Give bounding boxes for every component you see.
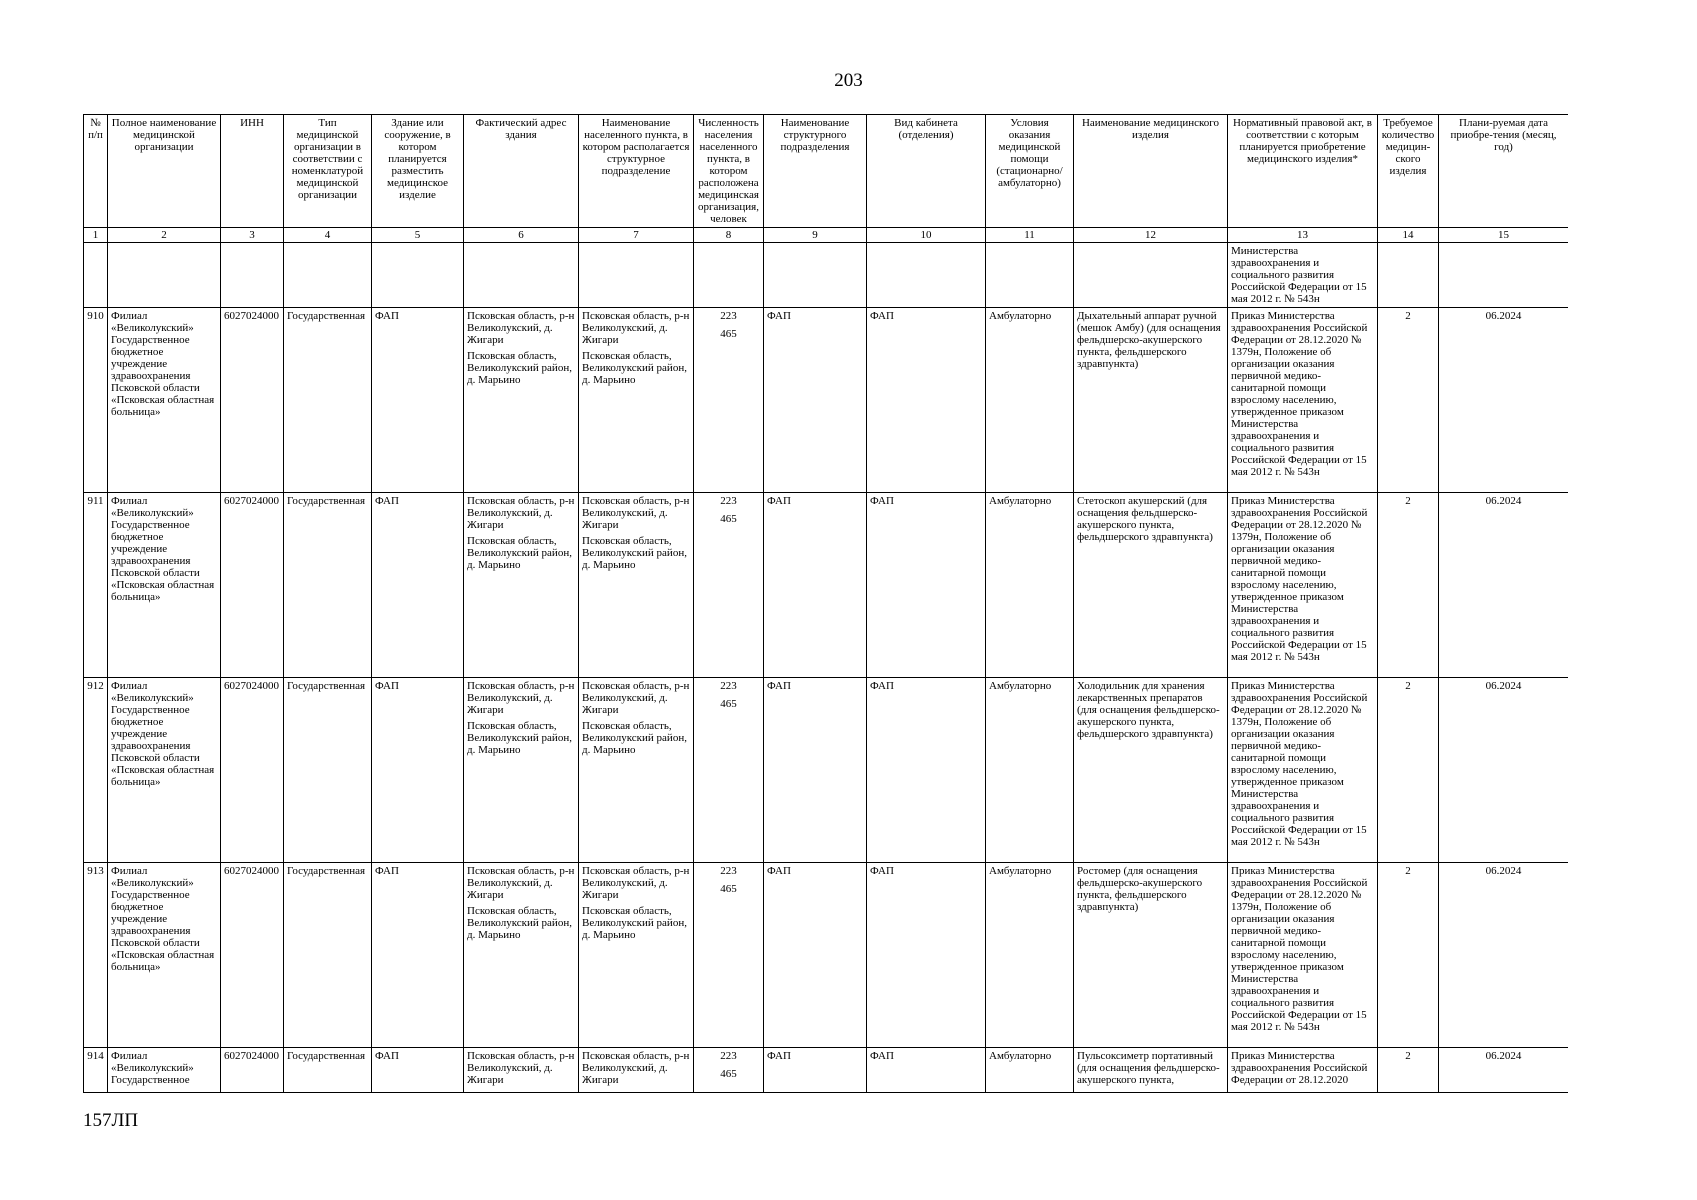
date-cell: 06.2024 [1439,308,1569,493]
unit-cell: ФАП [764,308,867,493]
unit-cell: ФАП [764,678,867,863]
population-value: 223 [720,1050,737,1062]
header-cell: Условия оказания медицинской помощи (стационарно/ амбулаторно) [986,115,1074,228]
table-container [83,114,1568,1097]
date-cell: 06.2024 [1439,1048,1569,1093]
device-cell: Ростомер (для оснащения фельдшерско-акушерского пункта, фельдшерского здравпункта) [1074,863,1228,1048]
column-number: 10 [867,228,986,243]
quantity-cell: 2 [1378,678,1439,863]
device-cell: Пульсоксиметр портативный (для оснащения фельдшерско-акушерского пункта, [1074,1048,1228,1093]
org-name: Филиал «Великолукский» Государственное бюджетное учреждение здравоохранения Псковской области «Псковская областная больница» [108,678,221,863]
address-line: Псковская область, р-н Великолукский, д. Жигари [467,680,575,716]
conditions-cell: Амбулаторно [986,308,1074,493]
header-cell: Плани-руемая дата приобре-тения (месяц, год) [1439,115,1569,228]
address-line: Псковская область, Великолукский район, д. Марьино [467,905,572,941]
column-number: 9 [764,228,867,243]
inn-cell: 6027024000 [221,863,284,1048]
org-type: Государственная [284,863,372,1048]
column-number: 5 [372,228,464,243]
population-value: 223 [720,680,737,692]
header-cell: Вид кабинета (отделения) [867,115,986,228]
quantity-cell: 2 [1378,1048,1439,1093]
inn-cell: 6027024000 [221,493,284,678]
population-value: 465 [720,883,737,895]
population-cell [694,678,764,863]
conditions-cell: Амбулаторно [986,493,1074,678]
date-cell: 06.2024 [1439,678,1569,863]
header-row [84,115,1569,228]
address-line: Псковская область, Великолукский район, д. Марьино [467,535,572,571]
column-number: 7 [579,228,694,243]
cabinet-cell: ФАП [867,863,986,1048]
table-row [84,493,1569,678]
header-cell: Наименование медицинского изделия [1074,115,1228,228]
row-number: 911 [84,493,108,678]
table-row [84,1048,1569,1093]
header-cell: Фактический адрес здания [464,115,579,228]
row-number: 910 [84,308,108,493]
footer-code: 157ЛП [83,1110,139,1131]
act-cell: Приказ Министерства здравоохранения Российской Федерации от 28.12.2020 [1228,1048,1378,1093]
address-line: Псковская область, р-н Великолукский, д. Жигари [467,495,575,531]
unit-cell: ФАП [764,863,867,1048]
header-cell: Наименование населенного пункта, в котором располагается структурное подразделение [579,115,694,228]
column-number: 11 [986,228,1074,243]
org-type: Государственная [284,1048,372,1093]
settlement-line: Псковская область, р-н Великолукский, д. Жигари [582,310,690,346]
population-value: 465 [720,513,737,525]
column-number: 12 [1074,228,1228,243]
population-value: 465 [720,1068,737,1080]
address-cell [464,493,579,678]
act-cell: Приказ Министерства здравоохранения Российской Федерации от 28.12.2020 № 1379н, Положение об организации оказания первичной медико-санитарной помощи взрослому населению, утвержденное приказом Министерства здравоохранения и социального развития Российской Федерации от 15 мая 2012 г. № 543н [1228,493,1378,678]
address-line: Псковская область, р-н Великолукский, д. Жигари [467,865,575,901]
unit-cell: ФАП [764,493,867,678]
header-cell: Здание или сооружение, в котором планируется разместить медицинское изделие [372,115,464,228]
org-type: Государственная [284,308,372,493]
row-number: 912 [84,678,108,863]
cabinet-cell: ФАП [867,493,986,678]
address-line: Псковская область, Великолукский район, д. Марьино [467,720,572,756]
row-number: 913 [84,863,108,1048]
cabinet-cell: ФАП [867,1048,986,1093]
column-number: 1 [84,228,108,243]
settlement-cell [579,863,694,1048]
header-cell: Нормативный правовой акт, в соответствии с которым планируется приобретение медицинского изделия* [1228,115,1378,228]
device-cell: Холодильник для хранения лекарственных препаратов (для оснащения фельдшерско-акушерского пункта, фельдшерского здравпункта) [1074,678,1228,863]
settlement-line: Псковская область, Великолукский район, д. Марьино [582,535,687,571]
medical-devices-table [83,114,1568,1093]
column-number: 13 [1228,228,1378,243]
building-cell: ФАП [372,1048,464,1093]
column-number-row [84,228,1569,243]
date-cell: 06.2024 [1439,863,1569,1048]
org-name: Филиал «Великолукский» Государственное [108,1048,221,1093]
column-number: 14 [1378,228,1439,243]
header-cell: Наименование структурного подразделения [764,115,867,228]
act-cell: Министерства здравоохранения и социального развития Российской Федерации от 15 мая 2012 г. № 543н [1228,243,1378,308]
population-cell [694,863,764,1048]
inn-cell: 6027024000 [221,678,284,863]
cabinet-cell: ФАП [867,308,986,493]
date-cell: 06.2024 [1439,493,1569,678]
building-cell: ФАП [372,678,464,863]
conditions-cell: Амбулаторно [986,1048,1074,1093]
settlement-cell [579,308,694,493]
quantity-cell: 2 [1378,493,1439,678]
population-cell [694,308,764,493]
org-type: Государственная [284,678,372,863]
header-cell: Требуемое количество медицин-ского изделия [1378,115,1439,228]
population-cell [694,493,764,678]
column-number: 6 [464,228,579,243]
population-value: 465 [720,328,737,340]
page-number: 203 [834,70,863,91]
org-name: Филиал «Великолукский» Государственное бюджетное учреждение здравоохранения Псковской области «Псковская областная больница» [108,863,221,1048]
org-name: Филиал «Великолукский» Государственное бюджетное учреждение здравоохранения Псковской области «Псковская областная больница» [108,493,221,678]
column-number: 15 [1439,228,1569,243]
settlement-line: Псковская область, Великолукский район, д. Марьино [582,350,687,386]
settlement-cell [579,678,694,863]
quantity-cell: 2 [1378,863,1439,1048]
settlement-line: Псковская область, Великолукский район, д. Марьино [582,720,687,756]
population-cell [694,1048,764,1093]
org-name: Филиал «Великолукский» Государственное бюджетное учреждение здравоохранения Псковской области «Псковская областная больница» [108,308,221,493]
conditions-cell: Амбулаторно [986,678,1074,863]
address-cell [464,863,579,1048]
conditions-cell: Амбулаторно [986,863,1074,1048]
device-cell: Дыхательный аппарат ручной (мешок Амбу) (для оснащения фельдшерско-акушерского пункта, фельдшерского здравпункта) [1074,308,1228,493]
population-value: 465 [720,698,737,710]
table-row [84,308,1569,493]
header-cell: ИНН [221,115,284,228]
continuation-row [84,243,1569,308]
table-row [84,678,1569,863]
table-row [84,863,1569,1048]
act-cell: Приказ Министерства здравоохранения Российской Федерации от 28.12.2020 № 1379н, Положение об организации оказания первичной медико-санитарной помощи взрослому населению, утвержденное приказом Министерства здравоохранения и социального развития Российской Федерации от 15 мая 2012 г. № 543н [1228,678,1378,863]
column-number: 2 [108,228,221,243]
settlement-cell [579,493,694,678]
population-value: 223 [720,865,737,877]
address-cell: Псковская область, р-н Великолукский, д. Жигари [464,1048,579,1093]
unit-cell: ФАП [764,1048,867,1093]
header-cell: Тип медицинской организации в соответствии с номенклатурой медицинской организации [284,115,372,228]
row-number: 914 [84,1048,108,1093]
column-number: 4 [284,228,372,243]
column-number: 8 [694,228,764,243]
act-cell: Приказ Министерства здравоохранения Российской Федерации от 28.12.2020 № 1379н, Положение об организации оказания первичной медико-санитарной помощи взрослому населению, утвержденное приказом Министерства здравоохранения и социального развития Российской Федерации от 15 мая 2012 г. № 543н [1228,308,1378,493]
device-cell: Стетоскоп акушерский (для оснащения фельдшерско-акушерского пункта, фельдшерского здравпункта) [1074,493,1228,678]
address-line: Псковская область, р-н Великолукский, д. Жигари [467,310,575,346]
address-line: Псковская область, Великолукский район, д. Марьино [467,350,572,386]
quantity-cell: 2 [1378,308,1439,493]
address-cell [464,678,579,863]
inn-cell: 6027024000 [221,308,284,493]
header-cell: Численность населения населенного пункта, в котором расположена медицинская организация, человек [694,115,764,228]
building-cell: ФАП [372,493,464,678]
cabinet-cell: ФАП [867,678,986,863]
settlement-line: Псковская область, р-н Великолукский, д. Жигари [582,680,690,716]
inn-cell: 6027024000 [221,1048,284,1093]
building-cell: ФАП [372,863,464,1048]
act-cell: Приказ Министерства здравоохранения Российской Федерации от 28.12.2020 № 1379н, Положение об организации оказания первичной медико-санитарной помощи взрослому населению, утвержденное приказом Министерства здравоохранения и социального развития Российской Федерации от 15 мая 2012 г. № 543н [1228,863,1378,1048]
org-type: Государственная [284,493,372,678]
address-cell [464,308,579,493]
building-cell: ФАП [372,308,464,493]
settlement-line: Псковская область, Великолукский район, д. Марьино [582,905,687,941]
settlement-cell: Псковская область, р-н Великолукский, д. Жигари [579,1048,694,1093]
population-value: 223 [720,310,737,322]
settlement-line: Псковская область, р-н Великолукский, д. Жигари [582,865,690,901]
header-cell: Полное наименование медицинской организации [108,115,221,228]
header-cell: № п/п [84,115,108,228]
population-value: 223 [720,495,737,507]
column-number: 3 [221,228,284,243]
settlement-line: Псковская область, р-н Великолукский, д. Жигари [582,495,690,531]
